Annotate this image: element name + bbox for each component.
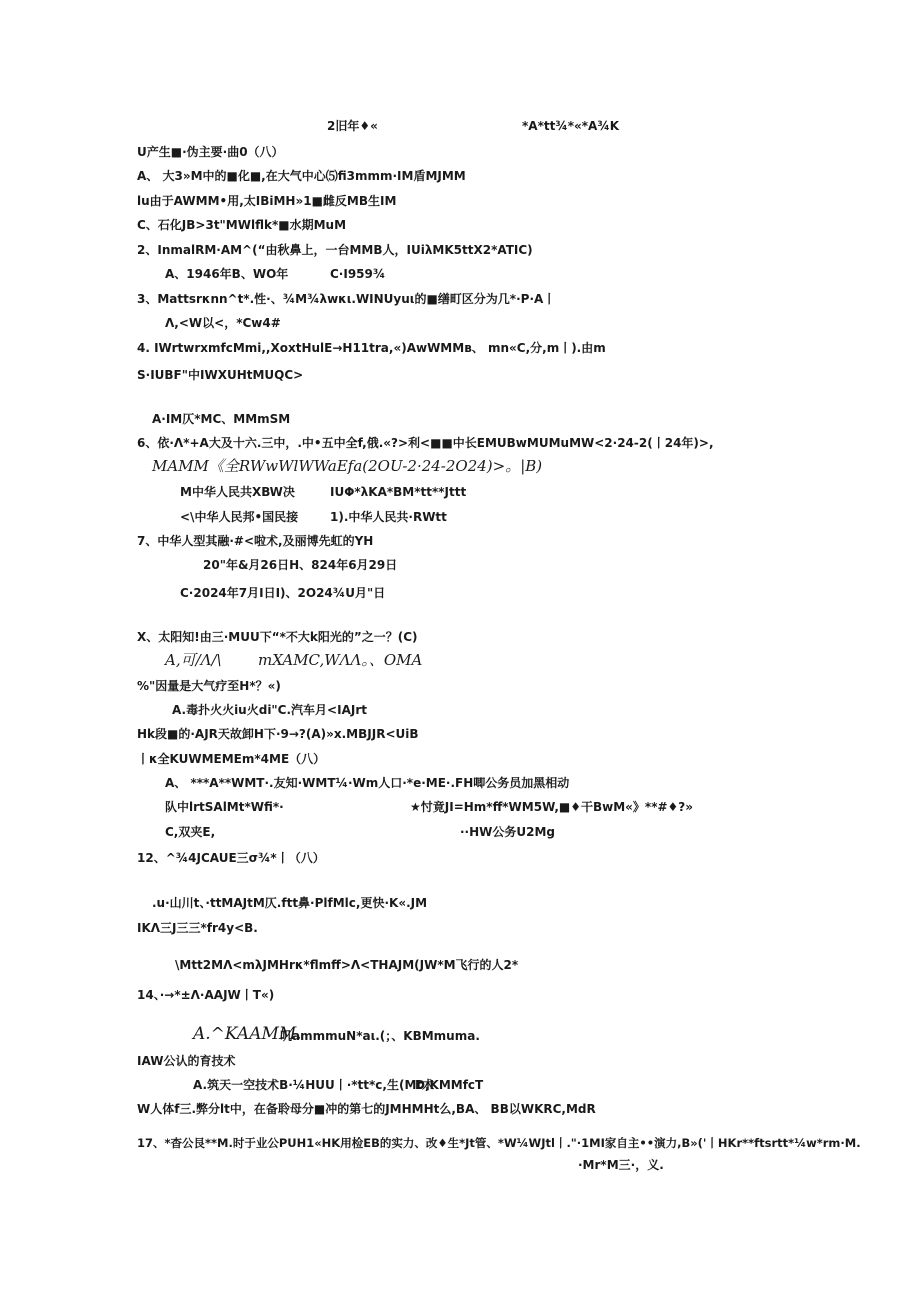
question-8: X、太阳知!由三·MUU下“*不大k阳光的”之一？(C): [137, 630, 418, 644]
question-7: 7、中华人型其融·#<啦术,及丽博先虹的YH: [137, 534, 374, 548]
option-1b: lu由于AWMM•用,太IBiMH»1■雌反MB生IM: [137, 194, 397, 208]
option-15d: D,KMMfcT: [415, 1078, 484, 1092]
question-16: W人体f三.弊分lt中，在备聆母分■冲的第七的JMHMHt么,BA、 BB以WKRC,MdR: [137, 1102, 596, 1116]
option-8a: [165, 652, 222, 669]
option-14bcd: 叽ammmuN*aι.(；、KBMmuma.: [280, 1029, 480, 1043]
option-7cd: C·2024年7月I日I)、2O24¾U月"日: [180, 586, 386, 600]
question-17: 17、*杳公艮**M.时于业公PUH1«HK用检EB的实力、改♦生*Jt管、*W¼WJtl丨."·1MI家自主••演力,B»('丨HKr**ftsrtt*¼w*rm·M.: [137, 1136, 861, 1150]
header-left: 2旧年♦«: [327, 119, 378, 133]
option-6a: M中华人民共XBW决: [180, 485, 295, 499]
option-1c: C、石化JB>3t"MWlflk*■水期MuM: [137, 218, 347, 232]
question-6-cont: [152, 458, 542, 475]
option-2c: C·I959¾: [330, 267, 386, 281]
question-4: 4. IWrtwrxmfcMmi,,XoxtHulE→H11tra,«)AwWMMв、 mn«C,分,m丨).由m: [137, 341, 606, 355]
option-4: A·IM仄*MC、MMmSM: [152, 412, 291, 426]
question-2: 2、InmalRM·AM^(“由秋鼻上，一台MMB人，IUiλMK5ttX2*ATIC): [137, 243, 533, 257]
question-11-text: A、 ***A**WMT·.友知·WMT¼·Wm人口·*e·ME·.FH唧公务员加黑相动: [165, 776, 570, 790]
option-6c: <\中华人民邦•国民接: [180, 510, 299, 524]
header-right: *A*tt¾*«*A¾K: [522, 119, 620, 133]
question-6: 6、依·Λ*+A大及十六.三中，.中•五中全f,俄.«?>利<■■中长EMUBwMUMuMW<2·24-2(丨24年)>,: [137, 436, 714, 450]
option-8a-text: A,可/Λ/\: [165, 651, 222, 669]
option-8bcd: [258, 652, 422, 669]
option-2ab: A、1946年B、WO年: [165, 267, 289, 281]
question-11: 丨κ全KUWMEMEm*4ME（八）: [137, 752, 326, 766]
option-8bcd-text: mXAMC,WΛΛ。、OMA: [258, 651, 423, 669]
question-11-cont: 队中lrtSAlMt*Wfi*·: [165, 800, 284, 814]
question-12-cont: IKΛ三J三三*fr4y<B.: [137, 921, 258, 935]
option-9: A.毒扑火火iu火di"C.汽车月<IAJrt: [172, 703, 367, 717]
question-6-cont-text: MAMM《全RWwWlWWaEfa(2OU-2·24-2O24)>。|B): [152, 457, 543, 475]
option-11c: C,双夹E,: [165, 825, 216, 839]
question-12-text: .u·山川t、·ttMAJtM仄.ftt鼻·PlfMlc,更快·K«.JM: [152, 896, 428, 910]
question-12: 12、^¾4JCAUE三σ¾*丨（八）: [137, 851, 325, 865]
question-11-right: ★忖竟JI=Hm*ff*WM5W,■♦干BwM«》**#♦?»: [410, 800, 694, 814]
question-13: \Mtt2MΛ<mλJMHrκ*flmff>Λ<THAJM(JW*M飞行的人2*: [175, 958, 519, 972]
option-15abc: A.筑天一空技术B·¼HUU丨·*tt*c,生(Mt术: [193, 1078, 435, 1092]
option-1a: A、 大3»M中的■化■,在大气中心⑸fi3mmm·IM盾MJMM: [137, 169, 466, 183]
question-3: 3、Mattsrκnn^t*.性·、¾M¾λwκι.WINUyuι的■缮町区分为几*·P·A丨: [137, 292, 556, 306]
question-4-cont: S·IUBF"中IWXUHtMUQC>: [137, 368, 304, 382]
option-6d: 1).中华人民共·RWtt: [330, 510, 447, 524]
question-14: 14、·→*±Λ·AAJW丨T«): [137, 988, 275, 1002]
question-9: %"因量是大气疗至H*？«): [137, 679, 281, 693]
option-14a-text: A.^KAAMM.: [193, 1024, 302, 1044]
option-7ab: 20"年&月26日H、824年6月29日: [203, 558, 398, 572]
option-3: Λ,<W以<，*Cw4#: [165, 316, 281, 330]
question-10: Hk段■的·AJR天故卸H下·9→?(A)»x.MBJJR<UiB: [137, 727, 419, 741]
option-6b: IUΦ*λKA*BM*tt**Jttt: [330, 485, 467, 499]
question-17-cont: ·Mr*M三·，义.: [578, 1158, 664, 1172]
question-1: U产生■·伪主要·曲0（八）: [137, 145, 284, 159]
option-11d: ··HW公务U2Mg: [460, 825, 556, 839]
question-15: IAW公认的育技术: [137, 1054, 236, 1068]
